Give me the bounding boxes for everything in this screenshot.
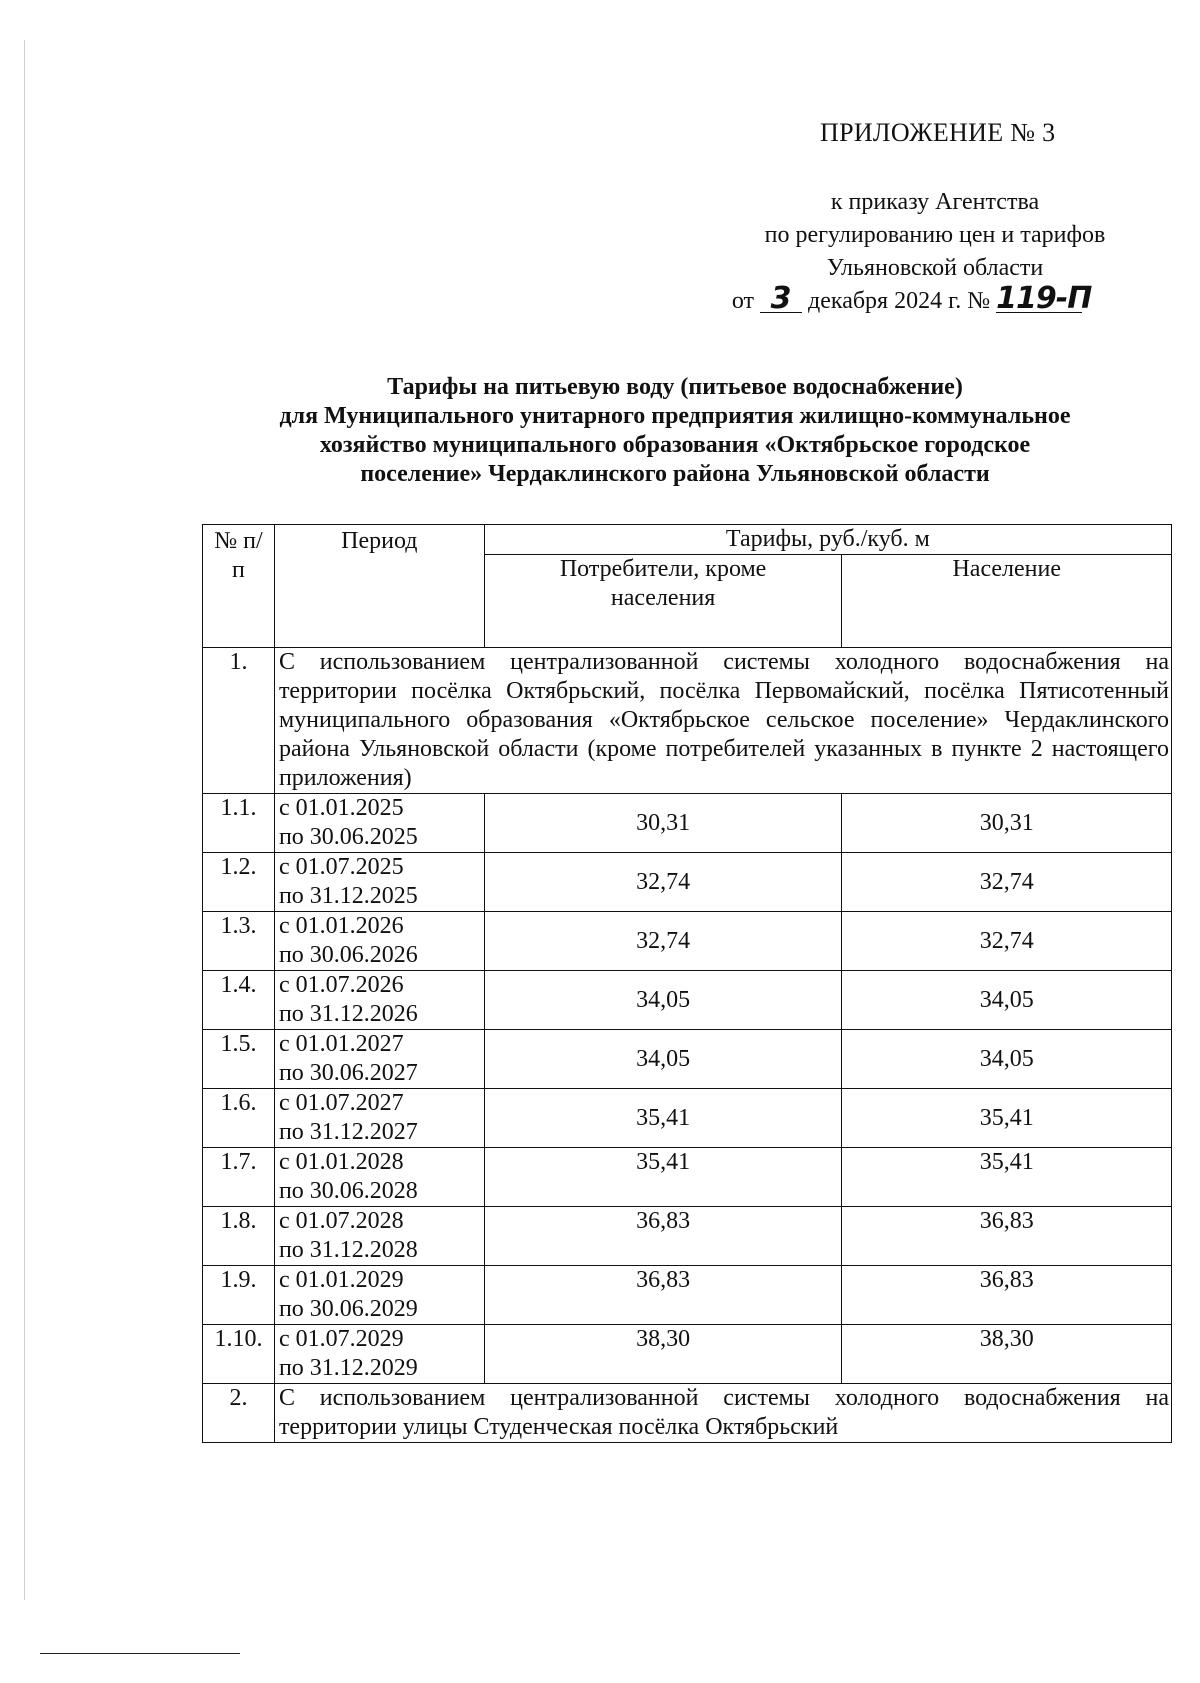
period-to: по 31.12.2029 xyxy=(278,1355,418,1381)
consumers-tariff: 36,83 xyxy=(484,1207,842,1266)
row-num: 1.9. xyxy=(203,1266,275,1325)
row-period xyxy=(274,1148,484,1207)
table-row xyxy=(203,1030,1172,1089)
header-tariffs: Тарифы, руб./куб. м xyxy=(484,525,1171,555)
population-tariff: 38,30 xyxy=(842,1325,1172,1384)
period-to: по 30.06.2026 xyxy=(278,942,418,968)
title-line-3: хозяйство муниципального образования «Октябрьское городское xyxy=(319,432,1031,458)
table-row xyxy=(203,794,1172,853)
row-num: 1.1. xyxy=(203,794,275,853)
row-period xyxy=(274,1266,484,1325)
row-period xyxy=(274,1030,484,1089)
header-period: Период xyxy=(274,525,484,648)
consumers-tariff: 35,41 xyxy=(484,1089,842,1148)
period-to: по 31.12.2025 xyxy=(278,883,418,909)
population-tariff: 34,05 xyxy=(842,1030,1172,1089)
appendix-label: ПРИЛОЖЕНИЕ № 3 xyxy=(820,118,1056,147)
row-num: 1.7. xyxy=(203,1148,275,1207)
row-num: 1.3. xyxy=(203,912,275,971)
consumers-tariff: 32,74 xyxy=(484,853,842,912)
row-period xyxy=(274,971,484,1030)
period-to: по 31.12.2027 xyxy=(278,1119,418,1145)
section-2-cell xyxy=(274,1384,1171,1443)
consumers-tariff: 35,41 xyxy=(484,1148,842,1207)
header-consumers xyxy=(484,555,842,648)
header-num-label: № п/п xyxy=(214,528,263,583)
scan-edge-line xyxy=(24,40,25,1600)
document-title xyxy=(190,373,1160,489)
population-tariff: 36,83 xyxy=(842,1266,1172,1325)
table-row xyxy=(203,1089,1172,1148)
consumers-tariff: 30,31 xyxy=(484,794,842,853)
population-tariff: 30,31 xyxy=(842,794,1172,853)
period-to: по 31.12.2028 xyxy=(278,1237,418,1263)
population-tariff: 34,05 xyxy=(842,971,1172,1030)
table-row xyxy=(203,971,1172,1030)
order-reference xyxy=(700,186,1170,318)
order-line-2: по регулированию цен и тарифов xyxy=(764,222,1106,248)
order-number-handwritten: 119-П xyxy=(996,281,1092,316)
order-date-line xyxy=(672,281,1142,318)
period-from: с 01.01.2029 xyxy=(278,1267,404,1293)
period-to: по 30.06.2027 xyxy=(278,1060,418,1086)
consumers-tariff: 34,05 xyxy=(484,971,842,1030)
header-consumers-label: Потребители, кроме населения xyxy=(559,556,767,611)
row-num: 1.2. xyxy=(203,853,275,912)
row-num: 1.8. xyxy=(203,1207,275,1266)
period-to: по 30.06.2029 xyxy=(278,1296,418,1322)
section-row xyxy=(203,648,1172,794)
row-period xyxy=(274,794,484,853)
population-tariff: 35,41 xyxy=(842,1148,1172,1207)
table-row xyxy=(203,1266,1172,1325)
consumers-tariff: 38,30 xyxy=(484,1325,842,1384)
period-from: с 01.01.2027 xyxy=(278,1031,404,1057)
order-date-rest: декабря 2024 г. № xyxy=(808,288,991,314)
table-row xyxy=(203,1148,1172,1207)
row-period xyxy=(274,1089,484,1148)
row-num: 1.4. xyxy=(203,971,275,1030)
row-num: 1.6. xyxy=(203,1089,275,1148)
period-from: с 01.01.2028 xyxy=(278,1149,404,1175)
table-header-row xyxy=(203,525,1172,555)
section-1-num: 1. xyxy=(203,648,275,794)
period-from: с 01.07.2025 xyxy=(278,854,404,880)
consumers-tariff: 32,74 xyxy=(484,912,842,971)
period-from: с 01.01.2025 xyxy=(278,795,404,821)
row-period xyxy=(274,1207,484,1266)
section-2-text: С использованием централизованной системы холодного водоснабжения на территории улицы Студенческая посёлка Октябрьский xyxy=(278,1385,1169,1440)
section-row xyxy=(203,1384,1172,1443)
period-to: по 31.12.2026 xyxy=(278,1001,418,1027)
order-line-3: Ульяновской области xyxy=(826,255,1044,281)
header-population: Население xyxy=(842,555,1172,648)
table-row xyxy=(203,853,1172,912)
row-num: 1.10. xyxy=(203,1325,275,1384)
period-from: с 01.07.2028 xyxy=(278,1208,404,1234)
title-line-4: поселение» Чердаклинского района Ульяновской области xyxy=(360,461,990,487)
period-from: с 01.01.2026 xyxy=(278,913,404,939)
order-day-handwritten: 3 xyxy=(760,286,802,313)
row-period xyxy=(274,912,484,971)
title-line-2: для Муниципального унитарного предприятия жилищно-коммунальное xyxy=(279,403,1071,429)
table-row xyxy=(203,1325,1172,1384)
tariffs-table xyxy=(202,524,1172,1443)
row-num: 1.5. xyxy=(203,1030,275,1089)
period-to: по 30.06.2028 xyxy=(278,1178,418,1204)
title-line-1: Тарифы на питьевую воду (питьевое водоснабжение) xyxy=(387,374,963,400)
row-period xyxy=(274,853,484,912)
row-period xyxy=(274,1325,484,1384)
order-line-1: к приказу Агентства xyxy=(830,189,1040,215)
population-tariff: 35,41 xyxy=(842,1089,1172,1148)
table-row xyxy=(203,912,1172,971)
population-tariff: 32,74 xyxy=(842,853,1172,912)
header-num xyxy=(203,525,275,648)
period-from: с 01.07.2026 xyxy=(278,972,404,998)
table-row xyxy=(203,1207,1172,1266)
period-from: с 01.07.2027 xyxy=(278,1090,404,1116)
footnote-separator xyxy=(40,1653,240,1654)
consumers-tariff: 36,83 xyxy=(484,1266,842,1325)
section-1-text: С использованием централизованной системы холодного водоснабжения на территории посёлка Октябрьский, посёлка Первомайский, посёлка Пятисотенный муниципального образования «Октябрьское сельское поселение» Чердаклинского района Ульяновской области (кроме потребителей указанных в пункте 2 настоящего приложения) xyxy=(274,648,1171,794)
section-2-num: 2. xyxy=(203,1384,275,1443)
consumers-tariff: 34,05 xyxy=(484,1030,842,1089)
population-tariff: 36,83 xyxy=(842,1207,1172,1266)
population-tariff: 32,74 xyxy=(842,912,1172,971)
period-from: с 01.07.2029 xyxy=(278,1326,404,1352)
order-prefix: от xyxy=(731,288,755,314)
period-to: по 30.06.2025 xyxy=(278,824,418,850)
